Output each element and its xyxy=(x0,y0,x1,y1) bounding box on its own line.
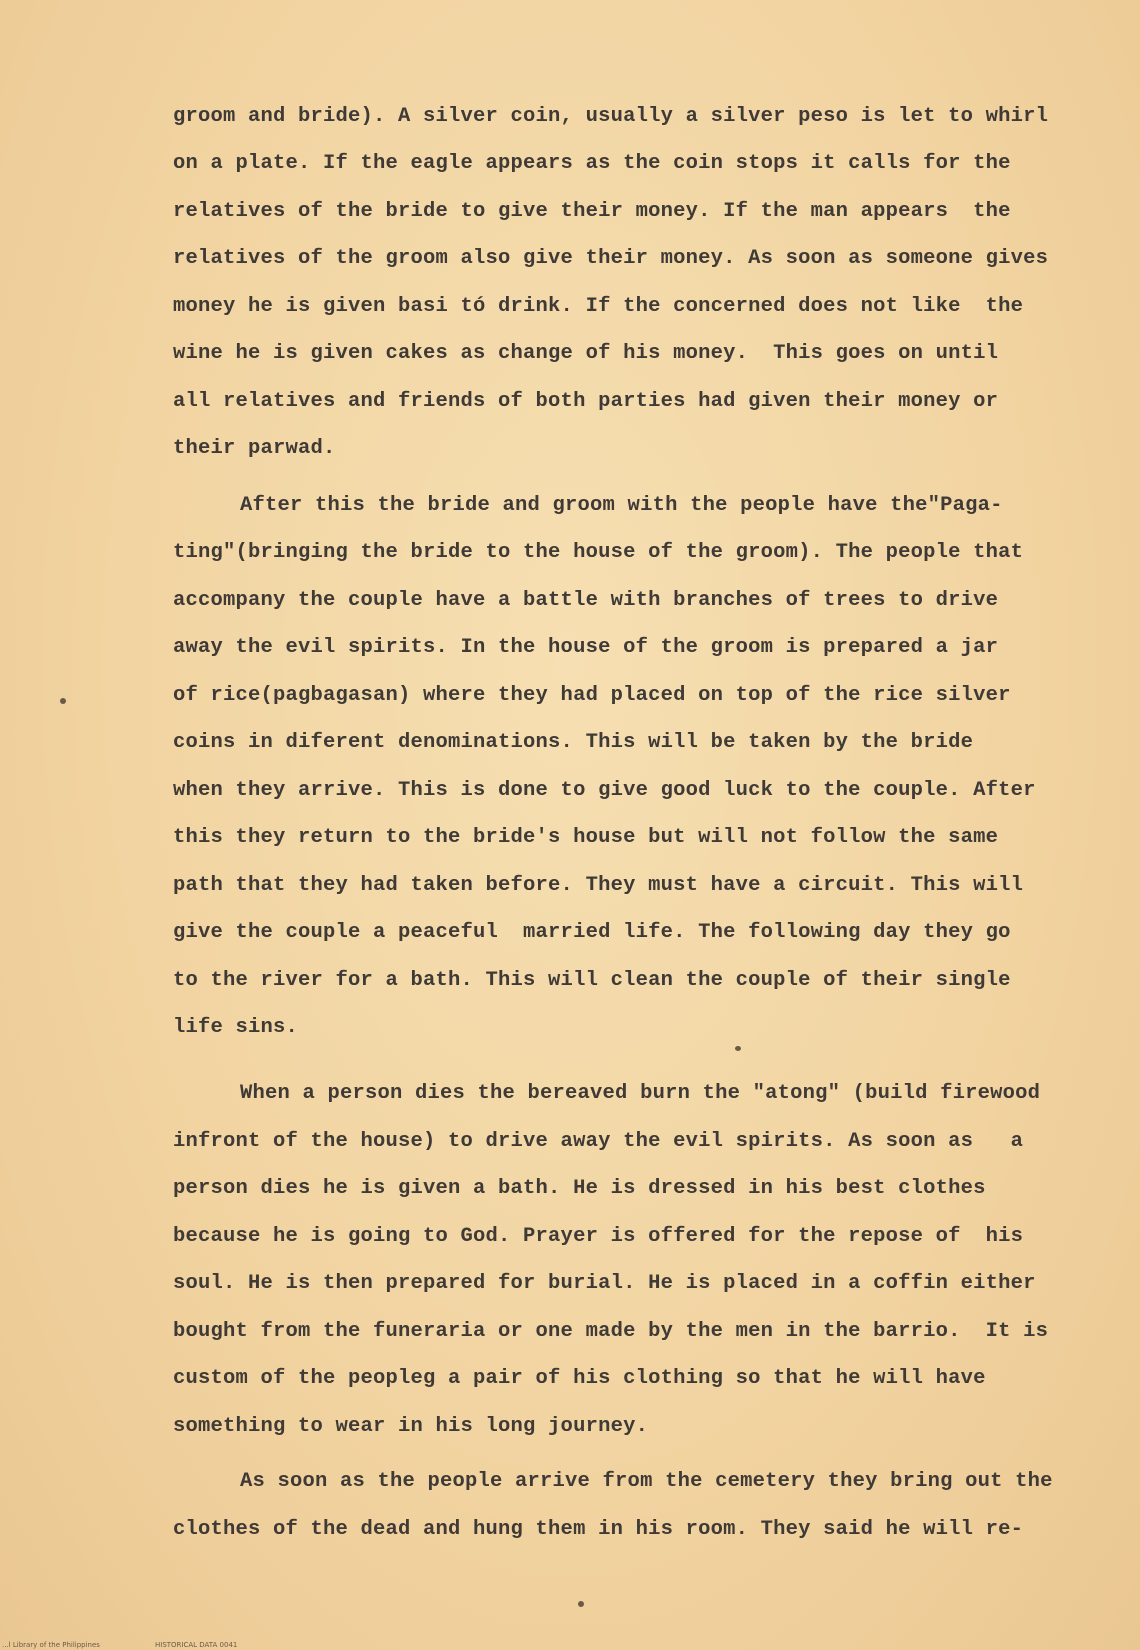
text-line: money he is given basi tó drink. If the concerned does not like the xyxy=(173,295,1024,318)
text-line: infront of the house) to drive away the evil spirits. As soon as a xyxy=(173,1130,1024,1153)
text-line: clothes of the dead and hung them in his room. They said he will re- xyxy=(173,1518,1024,1541)
text-line: coins in diferent denominations. This will be taken by the bride xyxy=(173,731,974,754)
text-line: something to wear in his long journey. xyxy=(173,1415,649,1438)
text-line: away the evil spirits. In the house of the groom is prepared a jar xyxy=(173,636,999,659)
text-line: When a person dies the bereaved burn the "atong" (build firewood xyxy=(240,1082,1041,1105)
text-line: on a plate. If the eagle appears as the coin stops it calls for the xyxy=(173,152,1011,175)
text-line: to the river for a bath. This will clean the couple of their single xyxy=(173,969,1011,992)
stray-mark xyxy=(735,1046,741,1051)
footer-library: ...l Library of the Philippines xyxy=(2,1641,100,1649)
text-line: relatives of the groom also give their money. As soon as someone gives xyxy=(173,247,1049,270)
text-line: life sins. xyxy=(173,1016,299,1039)
text-line: After this the bride and groom with the people have the"Paga- xyxy=(240,494,1003,517)
scan-footer xyxy=(0,1641,238,1650)
text-line: because he is going to God. Prayer is offered for the repose of his xyxy=(173,1225,1024,1248)
text-line: this they return to the bride's house but will not follow the same xyxy=(173,826,999,849)
text-line: give the couple a peaceful married life. The following day they go xyxy=(173,921,1011,944)
text-line: all relatives and friends of both parties had given their money or xyxy=(173,390,999,413)
text-line: groom and bride). A silver coin, usually a silver peso is let to whirl xyxy=(173,105,1049,128)
text-line: relatives of the bride to give their money. If the man appears the xyxy=(173,200,1011,223)
text-line: ting"(bringing the bride to the house of the groom). The people that xyxy=(173,541,1024,564)
page-dot xyxy=(578,1601,584,1607)
margin-mark xyxy=(60,698,66,704)
text-line: wine he is given cakes as change of his money. This goes on until xyxy=(173,342,999,365)
text-line: accompany the couple have a battle with branches of trees to drive xyxy=(173,589,999,612)
text-line: custom of the peopleg a pair of his clothing so that he will have xyxy=(173,1367,986,1390)
text-line: person dies he is given a bath. He is dressed in his best clothes xyxy=(173,1177,986,1200)
text-line: of rice(pagbagasan) where they had placed on top of the rice silver xyxy=(173,684,1011,707)
text-line: As soon as the people arrive from the cemetery they bring out the xyxy=(240,1470,1053,1493)
text-line: bought from the funeraria or one made by the men in the barrio. It is xyxy=(173,1320,1049,1343)
text-line: their parwad. xyxy=(173,437,336,460)
footer-id: HISTORICAL DATA 0041 xyxy=(155,1641,238,1649)
text-line: when they arrive. This is done to give good luck to the couple. After xyxy=(173,779,1036,802)
text-line: soul. He is then prepared for burial. He is placed in a coffin either xyxy=(173,1272,1036,1295)
text-line: path that they had taken before. They must have a circuit. This will xyxy=(173,874,1024,897)
